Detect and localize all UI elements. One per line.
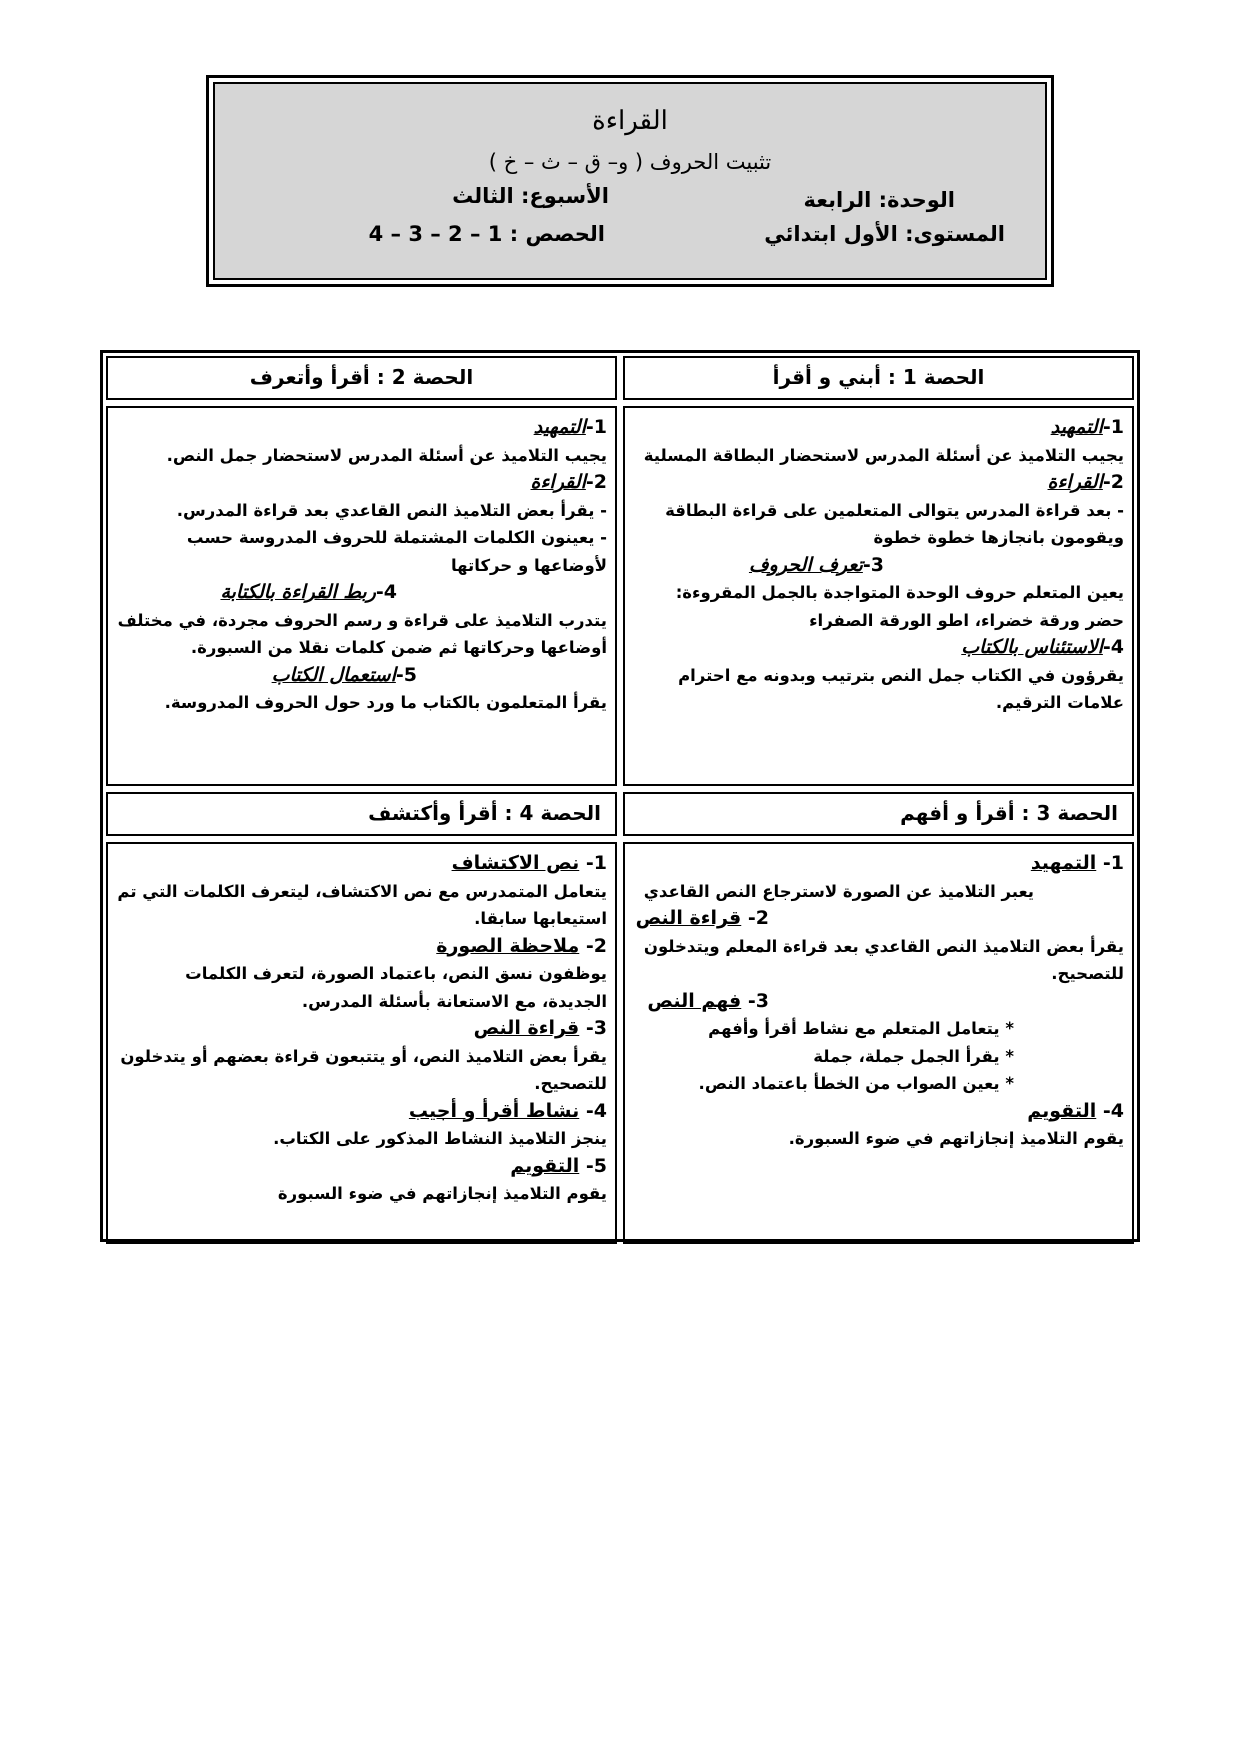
bullet-item: * يقرأ الجمل جملة، جملة <box>813 1046 1014 1066</box>
session-3-title: الحصة 3 : أقرأ و أفهم <box>900 801 1118 825</box>
step-text: يقوم التلاميذ إنجازاتهم في ضوء السبورة. <box>788 1129 1124 1148</box>
step-text: - يعينون الكلمات المشتملة للحروف المدروسة حسب لأوضاعها و حركاتها <box>186 528 607 575</box>
step-text: يعبر التلاميذ عن الصورة لاسترجاع النص القاعدي <box>643 881 1034 901</box>
step-heading: 1-التمهيد <box>1050 416 1124 438</box>
step-text: يجيب التلاميذ عن أسئلة المدرس لاستحضار جمل النص. <box>166 445 607 465</box>
step-heading: 2-القراءة <box>530 471 607 493</box>
header-box <box>206 75 1054 287</box>
page-subtitle: تثبيت الحروف ( و– ق – ث – خ ) <box>488 150 772 174</box>
session-4-title: الحصة 4 : أقرأ وأكتشف <box>368 801 601 825</box>
step-heading: 4- التقويم <box>1027 1099 1124 1122</box>
step-heading: 5- التقويم <box>510 1154 607 1177</box>
session-3-content <box>623 842 1134 1244</box>
session-2-title-cell <box>106 356 617 400</box>
sessions-label: 4 – 3 – 2 – 1 : الحصص <box>368 222 605 246</box>
bullet-item: * يتعامل المتعلم مع نشاط أقرأ وأفهم <box>708 1019 1014 1038</box>
session-3-title-cell <box>623 792 1134 836</box>
session-1-content <box>623 406 1134 786</box>
step-heading: 2- قراءة النص <box>635 907 769 929</box>
step-heading: 3- فهم النص <box>647 989 769 1012</box>
step-text: يتدرب التلاميذ على قراءة و رسم الحروف مجردة، في مختلف أوضاعها وحركاتها ثم ضمن كلمات نقلا من السبورة. <box>117 610 607 657</box>
step-text: يوظفون نسق النص، باعتماد الصورة، لتعرف الكلمات الجديدة، مع الاستعانة بأسئلة المدرس. <box>185 964 607 1011</box>
step-heading: 1-التمهيد <box>533 416 607 438</box>
step-text: يتعامل المتمدرس مع نص الاكتشاف، ليتعرف الكلمات التي تم استيعابها سابقا. <box>117 881 607 928</box>
step-heading: 4-ربط القراءة بالكتابة <box>220 581 397 603</box>
level-label: المستوى: الأول ابتدائي <box>764 222 1005 246</box>
bullet-item: * يعين الصواب من الخطأ باعتماد النص. <box>698 1074 1014 1093</box>
step-text: يقرأ بعض التلاميذ النص القاعدي بعد قراءة المعلم ويتدخلون للتصحيح. <box>643 936 1124 983</box>
step-text: ينجز التلاميذ النشاط المذكور على الكتاب. <box>273 1129 607 1148</box>
unit-label: الوحدة: الرابعة <box>803 188 955 212</box>
session-2-content <box>106 406 617 786</box>
week-label: الأسبوع: الثالث <box>452 184 609 208</box>
step-text: - يقرأ بعض التلاميذ النص القاعدي بعد قراءة المدرس. <box>176 500 607 520</box>
step-heading: 3-تعرف الحروف <box>748 553 884 576</box>
session-2-title: الحصة 2 : أقرأ وأتعرف <box>249 365 474 389</box>
session-1-title: الحصة 1 : أبني و أقرأ <box>772 365 985 389</box>
step-text: - بعد قراءة المدرس يتوالى المتعلمين على قراءة البطاقة ويقومون بانجازها خطوة خطوة <box>665 500 1124 547</box>
step-heading: 1- نص الاكتشاف <box>451 852 607 874</box>
step-heading: 4- نشاط أقرأ و أجيب <box>408 1099 607 1122</box>
session-4-content <box>106 842 617 1244</box>
page-title: القراءة <box>592 106 668 136</box>
header-inner <box>213 82 1047 280</box>
step-heading: 4-الاستئناس بالكتاب <box>961 636 1124 658</box>
step-heading: 1- التمهيد <box>1030 852 1124 874</box>
step-text: يقرأ بعض التلاميذ النص، أو يتتبعون قراءة بعضهم أو يتدخلون للتصحيح. <box>120 1046 607 1093</box>
step-text: يقوم التلاميذ إنجازاتهم في ضوء السبورة <box>277 1184 607 1203</box>
step-heading: 3- قراءة النص <box>473 1017 607 1039</box>
step-heading: 5-استعمال الكتاب <box>271 663 417 686</box>
step-text: يجيب التلاميذ عن أسئلة المدرس لاستحضار البطاقة المسلية <box>643 445 1124 465</box>
step-text: يقرؤون في الكتاب جمل النص بترتيب وبدونه مع احترام علامات الترقيم. <box>678 665 1124 712</box>
session-4-title-cell <box>106 792 617 836</box>
session-1-title-cell <box>623 356 1134 400</box>
step-text: يقرأ المتعلمون بالكتاب ما ورد حول الحروف المدروسة. <box>164 693 607 712</box>
sessions-table <box>100 350 1140 1242</box>
step-heading: 2- ملاحظة الصورة <box>436 934 607 957</box>
step-heading: 2-القراءة <box>1047 471 1124 493</box>
step-text: يعين المتعلم حروف الوحدة المتواجدة بالجمل المقروءة: حضر ورقة خضراء، اطو الورقة الصفراء <box>675 583 1124 630</box>
